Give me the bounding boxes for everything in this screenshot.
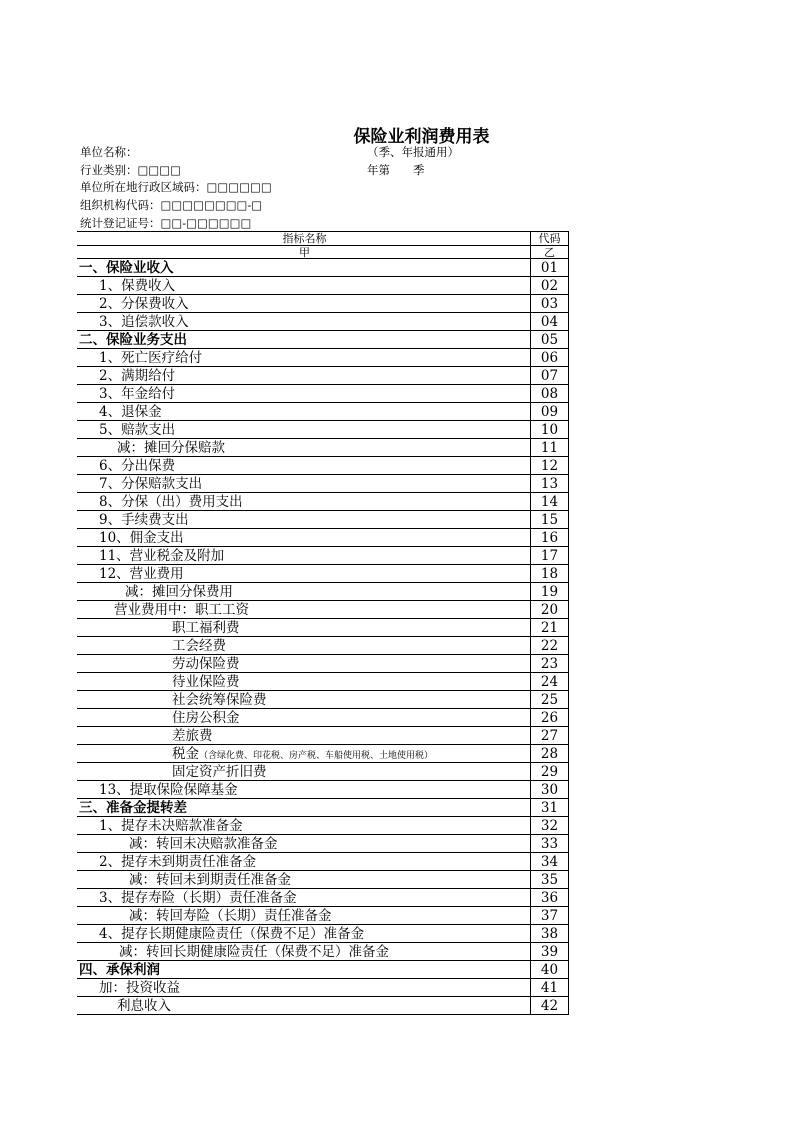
indicator-code: 32 bbox=[530, 817, 569, 834]
section-row bbox=[77, 259, 569, 277]
indicator-name bbox=[77, 961, 530, 978]
indicator-label: 二、保险业务支出 bbox=[79, 332, 187, 348]
indicator-label: 5、赔款支出 bbox=[99, 422, 176, 438]
table-row bbox=[77, 529, 569, 547]
indicator-label: 4、退保金 bbox=[99, 404, 162, 420]
indicator-label: 2、提存未到期责任准备金 bbox=[99, 854, 257, 870]
indicator-code: 35 bbox=[530, 871, 569, 888]
table-row bbox=[77, 457, 569, 475]
table-row bbox=[77, 583, 569, 601]
table-row bbox=[77, 673, 569, 691]
table-row bbox=[77, 943, 569, 961]
indicator-code: 25 bbox=[530, 691, 569, 708]
indicator-name bbox=[77, 529, 530, 546]
indicator-code: 19 bbox=[530, 583, 569, 600]
indicator-label: 2、满期给付 bbox=[99, 368, 176, 384]
indicator-label: 工会经费 bbox=[172, 638, 226, 654]
indicator-code: 02 bbox=[530, 277, 569, 294]
indicator-code: 27 bbox=[530, 727, 569, 744]
indicator-name bbox=[77, 997, 530, 1014]
table-row bbox=[77, 403, 569, 421]
table-row bbox=[77, 727, 569, 745]
indicator-code: 18 bbox=[530, 565, 569, 582]
table-row bbox=[77, 907, 569, 925]
table-row bbox=[77, 655, 569, 673]
indicator-name bbox=[77, 709, 530, 726]
indicator-label: 四、承保利润 bbox=[79, 962, 160, 978]
indicator-code: 14 bbox=[530, 493, 569, 510]
indicator-name bbox=[77, 943, 530, 960]
subheader-name: 甲 bbox=[299, 245, 310, 258]
indicator-code: 05 bbox=[530, 331, 569, 348]
indicator-label: 税金 bbox=[172, 746, 199, 762]
indicator-name bbox=[77, 439, 530, 456]
indicator-label: 营业费用中：职工工资 bbox=[114, 602, 249, 618]
indicator-name bbox=[77, 349, 530, 366]
indicator-code: 36 bbox=[530, 889, 569, 906]
section-row bbox=[77, 331, 569, 349]
indicator-code: 26 bbox=[530, 709, 569, 726]
indicator-name bbox=[77, 799, 530, 816]
table-row bbox=[77, 763, 569, 781]
indicator-label: 减：转回未决赔款准备金 bbox=[129, 836, 278, 852]
indicator-name bbox=[77, 655, 530, 672]
table-row bbox=[77, 511, 569, 529]
indicator-code: 11 bbox=[530, 439, 569, 456]
table-row bbox=[77, 601, 569, 619]
indicator-label: 利息收入 bbox=[117, 998, 171, 1014]
indicator-code: 10 bbox=[530, 421, 569, 438]
registration-no-label: 统计登记证号：□□-□□□□□□ bbox=[80, 216, 252, 230]
table-row bbox=[77, 997, 569, 1015]
header-indicator-name: 指标名称 bbox=[282, 232, 327, 245]
indicator-name bbox=[77, 979, 530, 996]
table-row bbox=[77, 637, 569, 655]
table-row bbox=[77, 547, 569, 565]
indicator-label: 10、佣金支出 bbox=[99, 530, 184, 546]
indicator-code: 33 bbox=[530, 835, 569, 852]
indicator-label: 减：转回寿险（长期）责任准备金 bbox=[129, 908, 332, 924]
indicator-code: 41 bbox=[530, 979, 569, 996]
indicator-label: 减：摊回分保赔款 bbox=[117, 440, 225, 456]
indicator-code: 28 bbox=[530, 745, 569, 762]
indicator-label: 减：摊回分保费用 bbox=[125, 584, 233, 600]
indicator-name bbox=[77, 727, 530, 744]
section-row bbox=[77, 799, 569, 817]
unit-name-label: 单位名称： bbox=[80, 145, 138, 159]
indicator-code: 20 bbox=[530, 601, 569, 618]
table-row bbox=[77, 439, 569, 457]
indicator-name bbox=[77, 421, 530, 438]
indicator-label: 劳动保险费 bbox=[172, 656, 240, 672]
indicator-label: 三、准备金提转差 bbox=[79, 800, 187, 816]
indicator-name bbox=[77, 367, 530, 384]
table-row bbox=[77, 745, 569, 763]
indicator-code: 01 bbox=[530, 259, 569, 276]
table-header-row bbox=[77, 232, 569, 246]
indicator-code: 07 bbox=[530, 367, 569, 384]
subheader-code: 乙 bbox=[530, 246, 569, 259]
indicator-name bbox=[77, 547, 530, 564]
indicator-name bbox=[77, 259, 530, 276]
indicator-name bbox=[77, 511, 530, 528]
table-row bbox=[77, 835, 569, 853]
indicator-label: 减：转回长期健康险责任（保费不足）准备金 bbox=[119, 944, 389, 960]
table-row bbox=[77, 709, 569, 727]
indicator-name bbox=[77, 673, 530, 690]
indicator-label: 6、分出保费 bbox=[99, 458, 176, 474]
indicator-code: 17 bbox=[530, 547, 569, 564]
indicator-name bbox=[77, 907, 530, 924]
indicator-name bbox=[77, 691, 530, 708]
indicator-label: 住房公积金 bbox=[172, 710, 240, 726]
indicator-name bbox=[77, 493, 530, 510]
industry-label: 行业类别：□□□□ bbox=[80, 163, 181, 177]
indicator-code: 06 bbox=[530, 349, 569, 366]
indicator-code: 42 bbox=[530, 997, 569, 1014]
table-row bbox=[77, 313, 569, 331]
indicator-label: 13、提取保险保障基金 bbox=[99, 782, 238, 798]
table-row bbox=[77, 367, 569, 385]
table-row bbox=[77, 619, 569, 637]
indicator-code: 34 bbox=[530, 853, 569, 870]
report-title: 保险业利润费用表 bbox=[353, 127, 490, 147]
table-subheader-row bbox=[77, 246, 569, 260]
table-row bbox=[77, 565, 569, 583]
indicator-label: 12、营业费用 bbox=[99, 566, 184, 582]
table-row bbox=[77, 871, 569, 889]
indicator-label: 11、营业税金及附加 bbox=[99, 548, 225, 564]
indicator-name bbox=[77, 277, 530, 294]
indicator-code: 30 bbox=[530, 781, 569, 798]
indicator-label: 待业保险费 bbox=[172, 674, 240, 690]
indicator-name bbox=[77, 385, 530, 402]
indicator-name bbox=[77, 745, 530, 762]
indicator-code: 22 bbox=[530, 637, 569, 654]
section-row bbox=[77, 961, 569, 979]
indicator-code: 23 bbox=[530, 655, 569, 672]
org-code-label: 组织机构代码：□□□□□□□□-□ bbox=[80, 198, 263, 212]
indicator-label: 8、分保（出）费用支出 bbox=[99, 494, 243, 510]
indicator-label: 1、死亡医疗给付 bbox=[99, 350, 203, 366]
table-row bbox=[77, 925, 569, 943]
indicator-name bbox=[77, 637, 530, 654]
indicator-name bbox=[77, 403, 530, 420]
indicator-label: 社会统筹保险费 bbox=[172, 692, 267, 708]
indicator-label: 职工福利费 bbox=[172, 620, 240, 636]
indicator-code: 13 bbox=[530, 475, 569, 492]
indicator-label: 差旅费 bbox=[172, 728, 213, 744]
indicator-name bbox=[77, 475, 530, 492]
indicator-name bbox=[77, 925, 530, 942]
indicator-code: 38 bbox=[530, 925, 569, 942]
indicator-label: 1、提存未决赔款准备金 bbox=[99, 818, 243, 834]
indicator-code: 21 bbox=[530, 619, 569, 636]
indicator-label: 7、分保赔款支出 bbox=[99, 476, 203, 492]
indicator-code: 29 bbox=[530, 763, 569, 780]
indicator-label: 3、年金给付 bbox=[99, 386, 176, 402]
profit-expense-table bbox=[77, 231, 569, 1015]
indicator-code: 24 bbox=[530, 673, 569, 690]
table-row bbox=[77, 421, 569, 439]
applicability-note: （季、年报通用） bbox=[367, 145, 459, 159]
indicator-label: 减：转回未到期责任准备金 bbox=[129, 872, 291, 888]
indicator-name bbox=[77, 313, 530, 330]
indicator-code: 40 bbox=[530, 961, 569, 978]
table-row bbox=[77, 493, 569, 511]
indicator-name bbox=[77, 817, 530, 834]
indicator-code: 39 bbox=[530, 943, 569, 960]
table-row bbox=[77, 889, 569, 907]
indicator-note: （含绿化费、印花税、房产税、车船使用税、土地使用税） bbox=[199, 751, 434, 761]
indicator-name bbox=[77, 565, 530, 582]
table-row bbox=[77, 781, 569, 799]
indicator-code: 37 bbox=[530, 907, 569, 924]
table-row bbox=[77, 349, 569, 367]
indicator-code: 15 bbox=[530, 511, 569, 528]
indicator-name bbox=[77, 781, 530, 798]
indicator-code: 16 bbox=[530, 529, 569, 546]
indicator-code: 09 bbox=[530, 403, 569, 420]
indicator-name bbox=[77, 601, 530, 618]
table-row bbox=[77, 385, 569, 403]
table-row bbox=[77, 277, 569, 295]
indicator-label: 1、保费收入 bbox=[99, 278, 176, 294]
indicator-name bbox=[77, 889, 530, 906]
indicator-name bbox=[77, 583, 530, 600]
indicator-code: 12 bbox=[530, 457, 569, 474]
indicator-label: 固定资产折旧费 bbox=[172, 764, 267, 780]
region-code-label: 单位所在地行政区域码：□□□□□□ bbox=[80, 180, 272, 194]
table-row bbox=[77, 979, 569, 997]
indicator-name bbox=[77, 835, 530, 852]
indicator-code: 08 bbox=[530, 385, 569, 402]
indicator-name bbox=[77, 619, 530, 636]
indicator-name bbox=[77, 871, 530, 888]
table-row bbox=[77, 817, 569, 835]
table-row bbox=[77, 691, 569, 709]
table-row bbox=[77, 295, 569, 313]
indicator-name bbox=[77, 763, 530, 780]
indicator-code: 03 bbox=[530, 295, 569, 312]
table-row bbox=[77, 853, 569, 871]
indicator-label: 一、保险业收入 bbox=[79, 260, 174, 276]
indicator-label: 3、追偿款收入 bbox=[99, 314, 189, 330]
indicator-name bbox=[77, 853, 530, 870]
table-row bbox=[77, 475, 569, 493]
period-label: 年第 季 bbox=[367, 163, 425, 177]
indicator-label: 9、手续费支出 bbox=[99, 512, 189, 528]
indicator-label: 加：投资收益 bbox=[99, 980, 180, 996]
indicator-label: 4、提存长期健康险责任（保费不足）准备金 bbox=[99, 926, 365, 942]
indicator-name bbox=[77, 457, 530, 474]
indicator-label: 3、提存寿险（长期）责任准备金 bbox=[99, 890, 297, 906]
indicator-label: 2、分保费收入 bbox=[99, 296, 189, 312]
header-code: 代码 bbox=[530, 232, 569, 245]
indicator-code: 04 bbox=[530, 313, 569, 330]
indicator-code: 31 bbox=[530, 799, 569, 816]
indicator-name bbox=[77, 331, 530, 348]
indicator-name bbox=[77, 295, 530, 312]
